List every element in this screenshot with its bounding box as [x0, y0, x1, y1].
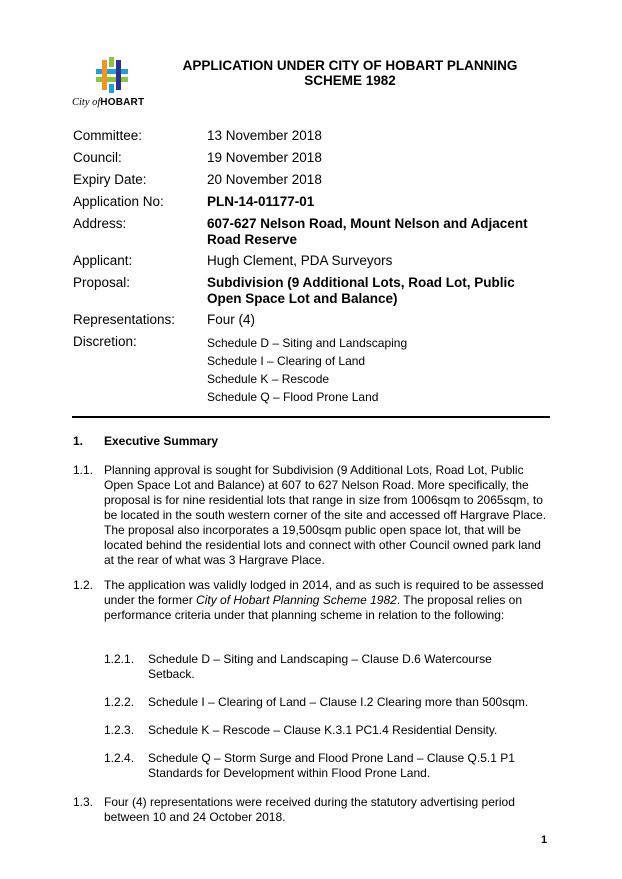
paragraph-number: 1.3.	[73, 795, 94, 809]
discretion-label: Discretion:	[73, 334, 137, 349]
page-number: 1	[541, 834, 548, 846]
committee-label: Committee:	[73, 128, 143, 143]
logo-wordmark: City ofHOBART	[72, 97, 145, 108]
paragraph-text: Planning approval is sought for Subdivision (9 Additional Lots, Road Lot, Public Open Space Lot and Balance) at 607 to 627 Nelson Road. More specifically, the proposal is for nine residential lots that range in size from 1006sqm to 2065sqm, to be located in the south western corner of the site and accessed off Hargrave Place. The proposal also incorporates a 19,500sqm public open space lot, that will be located behind the residential lots and connect with other Council owned park land at the rear of what was 3 Hargrave Place.	[104, 463, 547, 567]
document-title: APPLICATION UNDER CITY OF HOBART PLANNING SCHEME 1982	[182, 58, 518, 88]
section-title: Executive Summary	[104, 434, 219, 448]
horizontal-divider	[72, 416, 550, 418]
city-of-hobart-logo	[72, 57, 156, 113]
address-label: Address:	[73, 216, 127, 231]
applicant-label: Applicant:	[73, 253, 133, 268]
discretion-item: Schedule I – Clearing of Land	[207, 354, 366, 368]
section-number: 1.	[73, 434, 84, 448]
application-no-label: Application No:	[73, 194, 164, 209]
application-no-value: PLN-14-01177-01	[207, 194, 315, 209]
representations-value: Four (4)	[207, 312, 256, 327]
proposal-label: Proposal:	[73, 275, 131, 290]
subparagraph-text: Schedule K – Rescode – Clause K.3.1 PC1.4 Residential Density.	[148, 723, 498, 737]
subparagraph-text: Schedule I – Clearing of Land – Clause I.2 Clearing more than 500sqm.	[148, 695, 529, 709]
discretion-list	[207, 334, 547, 406]
committee-value: 13 November 2018	[207, 128, 322, 143]
paragraph-text: The application was validly lodged in 2014, and as such is required to be assessed under the former City of Hobart Planning Scheme 1982. The proposal relies on performance criteria under that planning scheme in relation to the following:	[104, 578, 544, 622]
subparagraph-number: 1.2.4.	[104, 751, 135, 765]
subparagraph-number: 1.2.1.	[104, 652, 135, 666]
council-label: Council:	[73, 150, 122, 165]
expiry-label: Expiry Date:	[73, 172, 147, 187]
representations-label: Representations:	[73, 312, 176, 327]
paragraph-number: 1.2.	[73, 578, 94, 592]
council-value: 19 November 2018	[207, 150, 322, 165]
proposal-value: Subdivision (9 Additional Lots, Road Lot, Public Open Space Lot and Balance)	[207, 275, 515, 306]
paragraph-text: Four (4) representations were received during the statutory advertising period between 10 and 24 October 2018.	[104, 795, 515, 824]
applicant-value: Hugh Clement, PDA Surveyors	[207, 253, 393, 268]
discretion-item: Schedule D – Siting and Landscaping	[207, 336, 408, 350]
discretion-item: Schedule Q – Flood Prone Land	[207, 390, 379, 404]
hobart-logo-icon	[92, 57, 132, 93]
subparagraph-number: 1.2.2.	[104, 695, 135, 709]
subparagraph-number: 1.2.3.	[104, 723, 135, 737]
discretion-item: Schedule K – Rescode	[207, 372, 330, 386]
address-value: 607-627 Nelson Road, Mount Nelson and Adjacent Road Reserve	[207, 216, 528, 247]
subparagraph-text: Schedule D – Siting and Landscaping – Clause D.6 Watercourse Setback.	[148, 652, 492, 681]
subparagraph-text: Schedule Q – Storm Surge and Flood Prone Land – Clause Q.5.1 P1 Standards for Development within Flood Prone Land.	[148, 751, 515, 780]
expiry-value: 20 November 2018	[207, 172, 322, 187]
paragraph-number: 1.1.	[73, 463, 94, 477]
